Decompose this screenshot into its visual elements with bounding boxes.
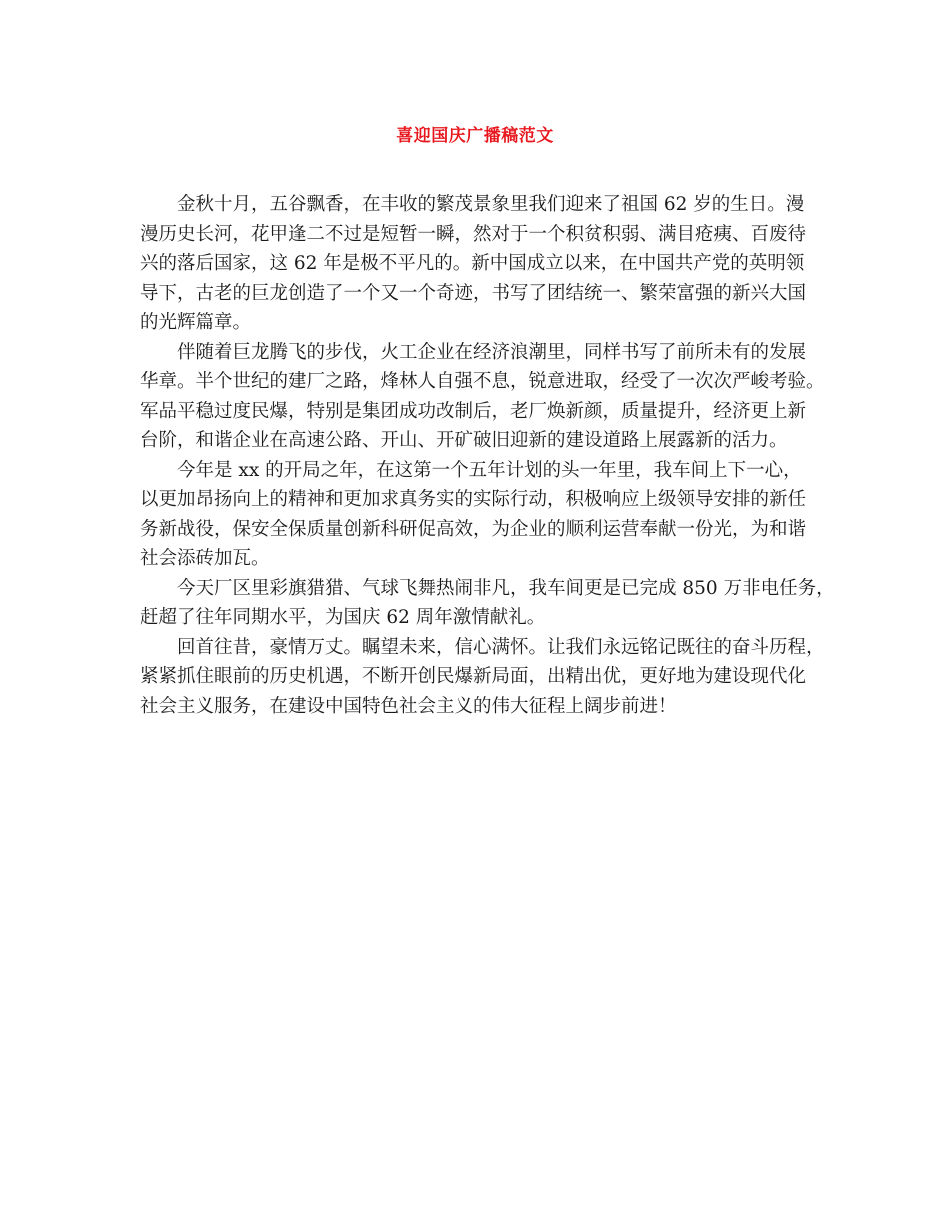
paragraph-line: 务新战役，保安全保质量创新科研促高效，为企业的顺利运营奉献一份光，为和谐: [140, 518, 807, 540]
paragraph-line: 台阶，和谐企业在高速公路、开山、开矿破旧迎新的建设道路上展露新的活力。: [140, 430, 788, 451]
paragraph-line: 军品平稳过度民爆，特别是集团成功改制后，老厂焕新颜，质量提升，经济更上新: [140, 400, 807, 422]
paragraph-4: [140, 574, 835, 633]
document-title: 喜迎国庆广播稿范文: [396, 126, 554, 146]
paragraph-line: 社会添砖加瓦。: [140, 548, 270, 569]
paragraph-5: [140, 633, 830, 722]
paragraph-line: 回首往昔，豪情万丈。瞩望未来，信心满怀。让我们永远铭记既往的奋斗历程，: [177, 636, 825, 658]
document-body: [140, 190, 835, 721]
paragraph-line: 的光辉篇章。: [140, 312, 252, 333]
paragraph-line: 赶超了往年同期水平，为国庆 62 周年激情献礼。: [140, 607, 546, 628]
paragraph-3: [140, 456, 830, 574]
paragraph-2: [140, 338, 830, 456]
paragraph-line: 华章。半个世纪的建厂之路，烽林人自强不息，锐意进取，经受了一次次严峻考验。: [140, 371, 825, 392]
paragraph-line: 兴的落后国家，这 62 年是极不平凡的。新中国成立以来，在中国共产党的英明领: [140, 253, 805, 274]
paragraph-line: 漫历史长河，花甲逢二不过是短暂一瞬，然对于一个积贫积弱、满目疮痍、百废待: [140, 223, 807, 245]
paragraph-line: 社会主义服务，在建设中国特色社会主义的伟大征程上阔步前进！: [140, 695, 677, 717]
paragraph-line: 金秋十月，五谷飘香，在丰收的繁茂景象里我们迎来了祖国 62 岁的生日。漫: [177, 194, 805, 215]
paragraph-line: 伴随着巨龙腾飞的步伐，火工企业在经济浪潮里，同样书写了前所未有的发展: [177, 341, 807, 363]
paragraph-line: 以更加昂扬向上的精神和更加求真务实的实际行动，积极响应上级领导安排的新任: [140, 489, 807, 510]
paragraph-line: 紧紧抓住眼前的历史机遇，不断开创民爆新局面，出精出优，更好地为建设现代化: [140, 666, 807, 687]
paragraph-line: 导下，古老的巨龙创造了一个又一个奇迹，书写了团结统一、繁荣富强的新兴大国: [140, 282, 807, 304]
paragraph-line: 今天厂区里彩旗猎猎、气球飞舞热闹非凡，我车间更是已完成 850 万非电任务，: [177, 577, 835, 599]
paragraph-1: [140, 190, 830, 338]
paragraph-line: 今年是 xx 的开局之年，在这第一个五年计划的头一年里，我车间上下一心，: [177, 459, 802, 481]
